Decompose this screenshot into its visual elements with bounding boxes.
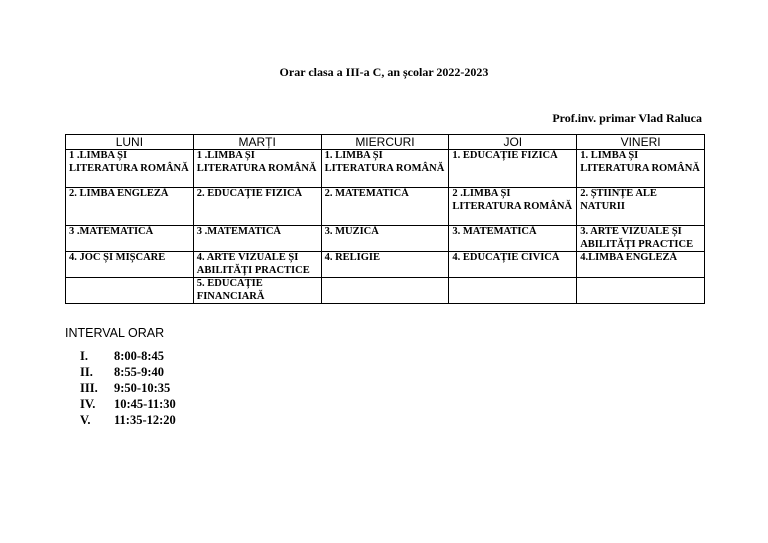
teacher-name: Prof.inv. primar Vlad Raluca	[552, 111, 702, 125]
day-header-thursday: JOI	[449, 135, 577, 150]
table-row	[66, 226, 705, 252]
table-cell: 4. RELIGIE	[321, 252, 449, 278]
table-header-row	[66, 135, 705, 150]
table-row	[66, 278, 705, 304]
interval-time: 8:00-8:45	[114, 349, 164, 363]
interval-number: I.	[80, 349, 88, 363]
table-cell: 4. ARTE VIZUALE ȘI ABILITĂȚI PRACTICE	[193, 252, 321, 278]
table-cell: 1. EDUCAȚIE FIZICĂ	[449, 150, 577, 188]
table-cell: 3. MUZICĂ	[321, 226, 449, 252]
table-cell: 1. LIMBA ȘI LITERATURA ROMÂNĂ	[577, 150, 705, 188]
list-item	[80, 364, 176, 380]
interval-heading: INTERVAL ORAR	[65, 326, 165, 340]
interval-time: 10:45-11:30	[114, 397, 176, 411]
table-row	[66, 252, 705, 278]
table-cell: 4. JOC ȘI MIȘCARE	[66, 252, 194, 278]
interval-number: III.	[80, 381, 98, 395]
table-cell: 3 .MATEMATICĂ	[66, 226, 194, 252]
table-cell	[577, 278, 705, 304]
interval-list	[80, 348, 176, 428]
list-item	[80, 412, 176, 428]
list-item	[80, 380, 176, 396]
day-header-monday: LUNI	[66, 135, 194, 150]
table-cell: 2. ȘTIINȚE ALE NATURII	[577, 188, 705, 226]
document-title: Orar clasa a III-a C, an școlar 2022-2023	[279, 65, 489, 79]
list-item	[80, 348, 176, 364]
table-cell: 1 .LIMBA ȘI LITERATURA ROMÂNĂ	[66, 150, 194, 188]
interval-number: IV.	[80, 397, 96, 411]
table-cell: 4. EDUCAȚIE CIVICĂ	[449, 252, 577, 278]
table-cell: 2. EDUCAȚIE FIZICĂ	[193, 188, 321, 226]
interval-time: 11:35-12:20	[114, 413, 176, 427]
table-cell: 1 .LIMBA ȘI LITERATURA ROMÂNĂ	[193, 150, 321, 188]
table-cell: 2 .LIMBA ȘI LITERATURA ROMÂNĂ	[449, 188, 577, 226]
table-cell	[321, 278, 449, 304]
table-cell	[66, 278, 194, 304]
table-cell: 3. ARTE VIZUALE ȘI ABILITĂȚI PRACTICE	[577, 226, 705, 252]
interval-time: 8:55-9:40	[114, 365, 164, 379]
interval-time: 9:50-10:35	[114, 381, 171, 395]
table-cell: 5. EDUCAȚIE FINANCIARĂ	[193, 278, 321, 304]
day-header-friday: VINERI	[577, 135, 705, 150]
interval-number: II.	[80, 365, 93, 379]
day-header-tuesday: MARȚI	[193, 135, 321, 150]
table-cell: 3. MATEMATICĂ	[449, 226, 577, 252]
table-row	[66, 188, 705, 226]
schedule-table	[65, 134, 705, 304]
table-cell: 4.LIMBA ENGLEZĂ	[577, 252, 705, 278]
day-header-wednesday: MIERCURI	[321, 135, 449, 150]
table-cell: 1. LIMBA ȘI LITERATURA ROMÂNĂ	[321, 150, 449, 188]
table-cell	[449, 278, 577, 304]
interval-number: V.	[80, 413, 91, 427]
table-row	[66, 150, 705, 188]
table-cell: 2. LIMBA ENGLEZĂ	[66, 188, 194, 226]
table-cell: 3 .MATEMATICĂ	[193, 226, 321, 252]
table-cell: 2. MATEMATICĂ	[321, 188, 449, 226]
list-item	[80, 396, 176, 412]
